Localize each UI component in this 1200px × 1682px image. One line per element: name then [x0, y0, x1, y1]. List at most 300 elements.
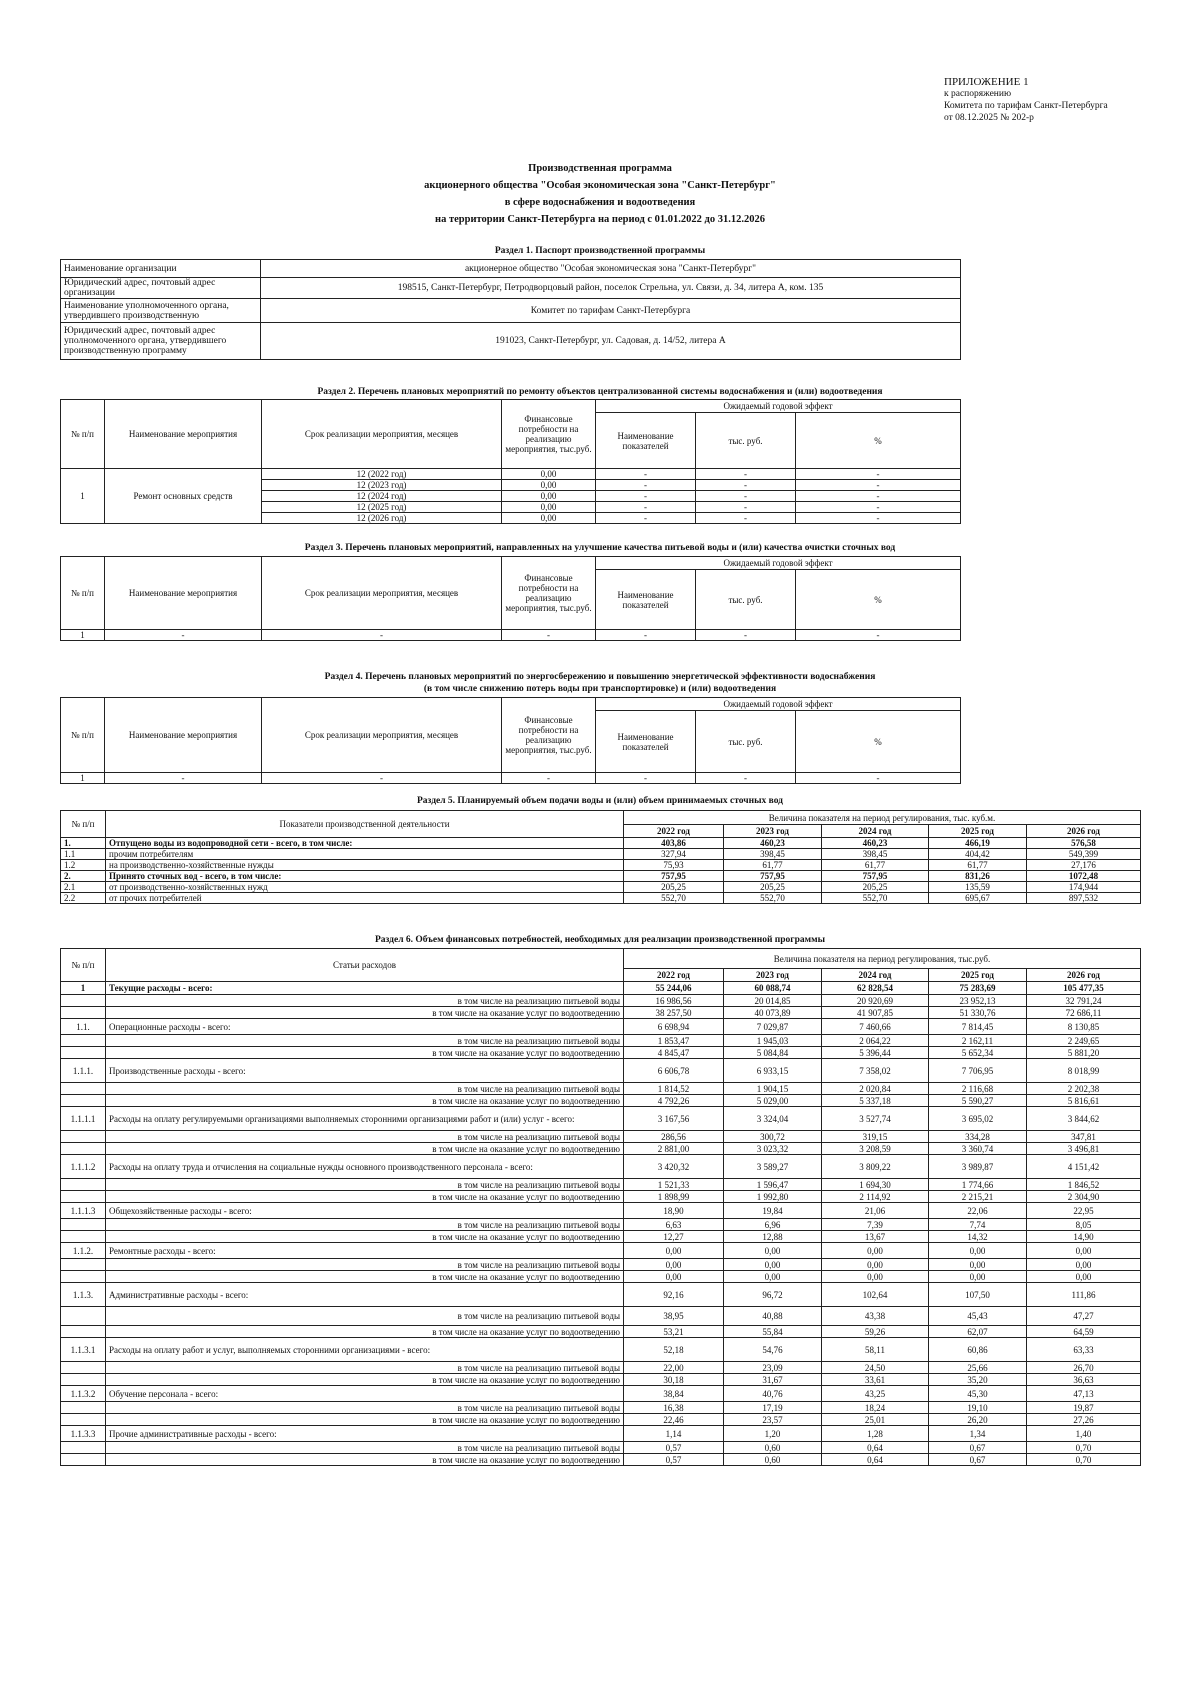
table-cell — [61, 1231, 106, 1243]
section1-title: Раздел 1. Паспорт производственной программы — [494, 246, 706, 256]
table-cell: 1.1. — [61, 1019, 106, 1035]
table-cell: 1.2 — [61, 860, 106, 871]
table-cell: - — [696, 491, 796, 502]
table-cell: Обучение персонала - всего: — [106, 1386, 624, 1402]
table-cell: 55,84 — [724, 1326, 822, 1338]
table-cell: 334,28 — [929, 1131, 1027, 1143]
document-title — [60, 160, 1140, 228]
section4-title: Раздел 4. Перечень плановых мероприятий по энергосбережению и повышению энергетической эффективности водоснабжения — [324, 672, 876, 682]
table-cell: в том числе на реализацию питьевой воды — [106, 1362, 624, 1374]
table-cell: 198515, Санкт-Петербург, Петродворцовый район, поселок Стрельна, ул. Связи, д. 34, литера А, ком. 135 — [261, 278, 961, 299]
table-cell: 6,63 — [624, 1219, 724, 1231]
table-cell: 27,26 — [1027, 1414, 1141, 1426]
table-cell: Расходы на оплату работ и услуг, выполняемых сторонними организациями - всего: — [106, 1338, 624, 1362]
table-cell: 0,00 — [822, 1243, 929, 1259]
table-cell: 30,18 — [624, 1374, 724, 1386]
table-cell: на производственно-хозяйственные нужды — [106, 860, 624, 871]
table-cell: 19,10 — [929, 1402, 1027, 1414]
table-row — [61, 323, 961, 360]
table-cell: 404,42 — [929, 849, 1027, 860]
table-cell: 75 283,69 — [929, 982, 1027, 995]
section4-table — [60, 697, 961, 784]
table-cell: 757,95 — [822, 871, 929, 882]
table-cell: в том числе на реализацию питьевой воды — [106, 1259, 624, 1271]
table-row — [61, 1386, 1141, 1402]
table-cell — [61, 1219, 106, 1231]
table-cell: 1,40 — [1027, 1426, 1141, 1442]
table-cell: - — [596, 491, 696, 502]
table-cell: 12 (2025 год) — [262, 502, 502, 513]
table-row — [61, 1259, 1141, 1271]
table-cell: 40,76 — [724, 1386, 822, 1402]
col-effect: Ожидаемый годовой эффект — [596, 698, 961, 711]
year-header: 2022 год — [624, 969, 724, 982]
table-row — [61, 1402, 1141, 1414]
col-expense: Статьи расходов — [106, 949, 624, 982]
table-cell: 45,30 — [929, 1386, 1027, 1402]
table-cell: 22,95 — [1027, 1203, 1141, 1219]
table-cell: 1 521,33 — [624, 1179, 724, 1191]
table-row — [61, 1143, 1141, 1155]
table-cell: 23 952,13 — [929, 995, 1027, 1007]
table-cell: 1.1.2. — [61, 1243, 106, 1259]
table-cell: от прочих потребителей — [106, 893, 624, 904]
table-cell: в том числе на оказание услуг по водоотведению — [106, 1191, 624, 1203]
table-cell: 2.2 — [61, 893, 106, 904]
table-cell — [61, 1326, 106, 1338]
table-row — [61, 860, 1141, 871]
table-cell: в том числе на оказание услуг по водоотведению — [106, 1326, 624, 1338]
table-cell: 22,00 — [624, 1362, 724, 1374]
col-rub: тыс. руб. — [696, 570, 796, 630]
col-term: Срок реализации мероприятия, месяцев — [262, 557, 502, 630]
table-cell: 12 (2023 год) — [262, 480, 502, 491]
table-row — [61, 838, 1141, 849]
table-cell: 0,64 — [822, 1442, 929, 1454]
table-row — [61, 469, 961, 480]
table-cell: 27,176 — [1027, 860, 1141, 871]
section1-table — [60, 259, 961, 360]
table-cell: 7,74 — [929, 1219, 1027, 1231]
table-cell: 105 477,35 — [1027, 982, 1141, 995]
table-cell: Расходы на оплату регулируемыми организациями выполняемых сторонними организациями работ и (или) услуг - всего: — [106, 1107, 624, 1131]
table-row — [61, 1362, 1141, 1374]
table-cell: 26,20 — [929, 1414, 1027, 1426]
table-cell: 347,81 — [1027, 1131, 1141, 1143]
table-cell: в том числе на оказание услуг по водоотведению — [106, 1143, 624, 1155]
table-cell: 0,00 — [724, 1243, 822, 1259]
col-ind: Наименование показателей — [596, 570, 696, 630]
title-line: Производственная программа — [528, 163, 672, 174]
section4-subtitle: (в том числе снижению потерь воды при транспортировке) и (или) водоотведения — [423, 684, 777, 694]
table-cell: 1,20 — [724, 1426, 822, 1442]
year-header: 2026 год — [1027, 825, 1141, 838]
table-cell: 55 244,06 — [624, 982, 724, 995]
section5-table — [60, 810, 1141, 904]
table-cell: 0,00 — [724, 1271, 822, 1283]
table-cell: 3 809,22 — [822, 1155, 929, 1179]
table-row — [61, 1059, 1141, 1083]
year-header: 2026 год — [1027, 969, 1141, 982]
table-cell: в том числе на реализацию питьевой воды — [106, 1219, 624, 1231]
table-cell: 23,09 — [724, 1362, 822, 1374]
table-cell: 33,61 — [822, 1374, 929, 1386]
table-cell: Текущие расходы - всего: — [106, 982, 624, 995]
table-cell: 403,86 — [624, 838, 724, 849]
table-row — [61, 995, 1141, 1007]
table-cell: 0,00 — [502, 502, 596, 513]
table-cell: 5 881,20 — [1027, 1047, 1141, 1059]
table-cell: 5 652,34 — [929, 1047, 1027, 1059]
table-cell: 5 029,00 — [724, 1095, 822, 1107]
table-cell: 3 844,62 — [1027, 1107, 1141, 1131]
table-cell: 19,84 — [724, 1203, 822, 1219]
table-cell: 25,66 — [929, 1362, 1027, 1374]
table-cell: в том числе на реализацию питьевой воды — [106, 1179, 624, 1191]
table-cell: 2.1 — [61, 882, 106, 893]
table-cell: - — [596, 502, 696, 513]
table-cell: 59,26 — [822, 1326, 929, 1338]
table-cell: в том числе на реализацию питьевой воды — [106, 1442, 624, 1454]
table-cell: 0,00 — [724, 1259, 822, 1271]
table-cell: 0,00 — [502, 469, 596, 480]
table-cell: в том числе на реализацию питьевой воды — [106, 995, 624, 1007]
section3-title: Раздел 3. Перечень плановых мероприятий, направленных на улучшение качества питьевой воды и (или) качества очистки сточных вод — [304, 543, 896, 553]
table-cell: 1 904,15 — [724, 1083, 822, 1095]
table-cell — [61, 1083, 106, 1095]
table-cell: 1.1.1.2 — [61, 1155, 106, 1179]
table-cell: 0,00 — [822, 1271, 929, 1283]
table-cell: 40 073,89 — [724, 1007, 822, 1019]
table-cell: 0,67 — [929, 1442, 1027, 1454]
table-cell: 7 460,66 — [822, 1019, 929, 1035]
table-cell: 12 (2024 год) — [262, 491, 502, 502]
table-cell: 60,86 — [929, 1338, 1027, 1362]
table-row — [61, 1338, 1141, 1362]
table-cell: - — [796, 480, 961, 491]
col-fin: Финансовые потребности на реализацию мероприятия, тыс.руб. — [502, 557, 596, 630]
table-cell: 20 920,69 — [822, 995, 929, 1007]
table-cell: - — [596, 480, 696, 491]
table-cell — [61, 1414, 106, 1426]
table-cell: 12,88 — [724, 1231, 822, 1243]
table-cell: 38,95 — [624, 1307, 724, 1326]
table-cell: 47,27 — [1027, 1307, 1141, 1326]
table-cell: 35,20 — [929, 1374, 1027, 1386]
year-header: 2022 год — [624, 825, 724, 838]
table-cell: 16 986,56 — [624, 995, 724, 1007]
table-cell: 174,944 — [1027, 882, 1141, 893]
table-cell: 327,94 — [624, 849, 724, 860]
table-cell: 1 853,47 — [624, 1035, 724, 1047]
table-cell: Операционные расходы - всего: — [106, 1019, 624, 1035]
table-row — [61, 1442, 1141, 1454]
table-cell: - — [796, 469, 961, 480]
section5-title: Раздел 5. Планируемый объем подачи воды и (или) объем принимаемых сточных вод — [417, 796, 783, 806]
table-cell: в том числе на реализацию питьевой воды — [106, 1402, 624, 1414]
table-cell: 3 208,59 — [822, 1143, 929, 1155]
table-cell: в том числе на оказание услуг по водоотведению — [106, 1095, 624, 1107]
col-rub: тыс. руб. — [696, 711, 796, 773]
col-fin: Финансовые потребности на реализацию мероприятия, тыс.руб. — [502, 698, 596, 773]
table-cell: 1.1 — [61, 849, 106, 860]
table-cell: 191023, Санкт-Петербург, ул. Садовая, д. 14/52, литера А — [261, 323, 961, 360]
table-cell: 7 814,45 — [929, 1019, 1027, 1035]
table-cell: 0,00 — [822, 1259, 929, 1271]
table-cell: в том числе на оказание услуг по водоотведению — [106, 1271, 624, 1283]
table-cell — [61, 1179, 106, 1191]
table-cell: 64,59 — [1027, 1326, 1141, 1338]
table-cell: 96,72 — [724, 1283, 822, 1307]
table-cell: 36,63 — [1027, 1374, 1141, 1386]
col-ind: Наименование показателей — [596, 413, 696, 469]
col-ind: Наименование показателей — [596, 711, 696, 773]
table-cell: 205,25 — [822, 882, 929, 893]
table-cell — [61, 1035, 106, 1047]
table-cell: 1.1.3.1 — [61, 1338, 106, 1362]
table-cell: 19,87 — [1027, 1402, 1141, 1414]
table-cell: 2 215,21 — [929, 1191, 1027, 1203]
table-cell: 0,00 — [929, 1271, 1027, 1283]
table-cell: 32 791,24 — [1027, 995, 1141, 1007]
col-effect: Ожидаемый годовой эффект — [596, 400, 961, 413]
table-cell: в том числе на оказание услуг по водоотведению — [106, 1454, 624, 1466]
table-cell: 5 590,27 — [929, 1095, 1027, 1107]
table-cell: Комитет по тарифам Санкт-Петербурга — [261, 299, 961, 323]
col-num: № п/п — [61, 400, 105, 469]
table-cell: 0,70 — [1027, 1442, 1141, 1454]
table-cell: 549,399 — [1027, 849, 1141, 860]
table-cell: 2 116,68 — [929, 1083, 1027, 1095]
table-cell: 63,33 — [1027, 1338, 1141, 1362]
table-cell — [61, 1374, 106, 1386]
col-indicator: Показатели производственной деятельности — [106, 811, 624, 838]
table-cell: 2 064,22 — [822, 1035, 929, 1047]
table-cell: - — [696, 480, 796, 491]
table-cell — [61, 1402, 106, 1414]
col-pct: % — [796, 570, 961, 630]
table-cell: - — [796, 491, 961, 502]
table-cell: 2 881,00 — [624, 1143, 724, 1155]
table-cell: 45,43 — [929, 1307, 1027, 1326]
table-cell: 576,58 — [1027, 838, 1141, 849]
table-cell: Ремонт основных средств — [105, 469, 262, 524]
table-row — [61, 1271, 1141, 1283]
table-cell: в том числе на оказание услуг по водоотведению — [106, 1374, 624, 1386]
table-cell: 107,50 — [929, 1283, 1027, 1307]
table-row: 1 - - - - - - — [61, 773, 961, 784]
col-name: Наименование мероприятия — [105, 557, 262, 630]
col-num: № п/п — [61, 949, 106, 982]
table-cell: 6 933,15 — [724, 1059, 822, 1083]
table-cell: 1.1.1.3 — [61, 1203, 106, 1219]
table-cell: - — [696, 513, 796, 524]
table-row — [61, 299, 961, 323]
table-cell: в том числе на реализацию питьевой воды — [106, 1131, 624, 1143]
table-cell: 0,00 — [502, 480, 596, 491]
table-cell: - — [696, 469, 796, 480]
table-cell: 16,38 — [624, 1402, 724, 1414]
table-cell: - — [796, 513, 961, 524]
table-cell: 61,77 — [724, 860, 822, 871]
table-cell: 62 828,54 — [822, 982, 929, 995]
table-cell: 1.1.3. — [61, 1283, 106, 1307]
table-cell: 6 698,94 — [624, 1019, 724, 1035]
table-cell: 18,24 — [822, 1402, 929, 1414]
table-cell: 0,60 — [724, 1454, 822, 1466]
table-cell: 3 420,32 — [624, 1155, 724, 1179]
table-row — [61, 982, 1141, 995]
table-cell: 3 167,56 — [624, 1107, 724, 1131]
table-cell: 8 130,85 — [1027, 1019, 1141, 1035]
table-cell: Юридический адрес, почтовый адрес организации — [61, 278, 261, 299]
table-cell — [61, 1095, 106, 1107]
table-cell — [61, 1131, 106, 1143]
col-fin: Финансовые потребности на реализацию мероприятия, тыс.руб. — [502, 400, 596, 469]
table-cell: 1.1.3.2 — [61, 1386, 106, 1402]
col-num: № п/п — [61, 811, 106, 838]
table-row — [61, 1454, 1141, 1466]
table-cell: 0,00 — [1027, 1259, 1141, 1271]
table-row — [61, 1019, 1141, 1035]
table-row — [61, 1203, 1141, 1219]
title-line: на территории Санкт-Петербурга на период с 01.01.2022 до 31.12.2026 — [435, 214, 765, 225]
section2-title: Раздел 2. Перечень плановых мероприятий по ремонту объектов централизованной системы водоснабжения и (или) водоотведения — [317, 387, 883, 397]
table-cell: 0,00 — [929, 1259, 1027, 1271]
table-cell: в том числе на оказание услуг по водоотведению — [106, 1231, 624, 1243]
table-row — [61, 1426, 1141, 1442]
col-value: Величина показателя на период регулирования, тыс. куб.м. — [624, 811, 1141, 825]
table-cell: 21,06 — [822, 1203, 929, 1219]
table-cell: 757,95 — [624, 871, 724, 882]
table-cell: 3 527,74 — [822, 1107, 929, 1131]
table-cell: в том числе на оказание услуг по водоотведению — [106, 1047, 624, 1059]
table-cell: 14,90 — [1027, 1231, 1141, 1243]
table-cell: 552,70 — [724, 893, 822, 904]
col-name: Наименование мероприятия — [105, 698, 262, 773]
table-row — [61, 1035, 1141, 1047]
table-cell: 14,32 — [929, 1231, 1027, 1243]
table-cell: в том числе на оказание услуг по водоотведению — [106, 1414, 624, 1426]
table-cell — [61, 1307, 106, 1326]
table-cell: 2 249,65 — [1027, 1035, 1141, 1047]
table-row — [61, 882, 1141, 893]
table-cell: Отпущено воды из водопроводной сети - всего, в том числе: — [106, 838, 624, 849]
table-cell: 23,57 — [724, 1414, 822, 1426]
table-cell: Ремонтные расходы - всего: — [106, 1243, 624, 1259]
table-cell — [61, 995, 106, 1007]
table-row — [61, 1414, 1141, 1426]
table-cell: 1.1.1. — [61, 1059, 106, 1083]
table-row — [61, 1047, 1141, 1059]
table-cell: Расходы на оплату труда и отчисления на социальные нужды основного производственного персонала - всего: — [106, 1155, 624, 1179]
table-cell: 1 694,30 — [822, 1179, 929, 1191]
table-cell: Производственные расходы - всего: — [106, 1059, 624, 1083]
table-cell: 61,77 — [929, 860, 1027, 871]
appendix-line: Комитета по тарифам Санкт-Петербурга — [944, 101, 1108, 111]
table-cell: 0,00 — [624, 1271, 724, 1283]
table-row — [61, 1243, 1141, 1259]
table-cell: 5 816,61 — [1027, 1095, 1141, 1107]
table-cell: - — [596, 513, 696, 524]
table-cell: 4 151,42 — [1027, 1155, 1141, 1179]
table-cell: 3 589,27 — [724, 1155, 822, 1179]
table-cell: 2 114,92 — [822, 1191, 929, 1203]
table-cell: 51 330,76 — [929, 1007, 1027, 1019]
col-pct: % — [796, 413, 961, 469]
table-row — [61, 1191, 1141, 1203]
table-cell: 26,70 — [1027, 1362, 1141, 1374]
table-row — [61, 849, 1141, 860]
table-row — [61, 1083, 1141, 1095]
table-cell: 54,76 — [724, 1338, 822, 1362]
table-cell: 0,00 — [624, 1243, 724, 1259]
table-cell — [61, 1007, 106, 1019]
table-cell: 3 023,32 — [724, 1143, 822, 1155]
table-cell: 2 304,90 — [1027, 1191, 1141, 1203]
table-cell: 5 396,44 — [822, 1047, 929, 1059]
table-row — [61, 1155, 1141, 1179]
table-cell: 460,23 — [822, 838, 929, 849]
table-cell: 17,19 — [724, 1402, 822, 1414]
section6-title: Раздел 6. Объем финансовых потребностей, необходимых для реализации производственной программы — [374, 935, 826, 945]
table-cell: 12 (2026 год) — [262, 513, 502, 524]
table-cell: 2. — [61, 871, 106, 882]
table-cell: 0,00 — [1027, 1243, 1141, 1259]
table-cell: 398,45 — [724, 849, 822, 860]
year-header: 2025 год — [929, 825, 1027, 838]
table-cell: в том числе на оказание услуг по водоотведению — [106, 1007, 624, 1019]
table-cell: 38,84 — [624, 1386, 724, 1402]
table-cell: 205,25 — [724, 882, 822, 893]
table-cell: 1 814,52 — [624, 1083, 724, 1095]
table-cell: 1 898,99 — [624, 1191, 724, 1203]
table-cell: 8,05 — [1027, 1219, 1141, 1231]
table-cell: 7 029,87 — [724, 1019, 822, 1035]
table-cell: 3 324,04 — [724, 1107, 822, 1131]
table-cell: 1 596,47 — [724, 1179, 822, 1191]
table-cell: 5 084,84 — [724, 1047, 822, 1059]
table-cell: 3 360,74 — [929, 1143, 1027, 1155]
table-cell: 102,64 — [822, 1283, 929, 1307]
col-pct: % — [796, 711, 961, 773]
table-cell: 1 992,80 — [724, 1191, 822, 1203]
table-cell: 0,64 — [822, 1454, 929, 1466]
table-cell: - — [796, 502, 961, 513]
table-cell — [61, 1191, 106, 1203]
table-cell: в том числе на реализацию питьевой воды — [106, 1083, 624, 1095]
section3-table — [60, 556, 961, 641]
table-cell: 466,19 — [929, 838, 1027, 849]
table-cell: 1.1.3.3 — [61, 1426, 106, 1442]
table-cell: 0,67 — [929, 1454, 1027, 1466]
table-cell: 2 202,38 — [1027, 1083, 1141, 1095]
table-cell: акционерное общество "Особая экономическая зона "Санкт-Петербург" — [261, 260, 961, 278]
table-cell: 6,96 — [724, 1219, 822, 1231]
table-cell: 0,00 — [502, 491, 596, 502]
table-cell: 1 — [61, 982, 106, 995]
table-cell: 1072,48 — [1027, 871, 1141, 882]
table-cell: 18,90 — [624, 1203, 724, 1219]
table-cell — [61, 1047, 106, 1059]
table-cell: 286,56 — [624, 1131, 724, 1143]
table-cell: прочим потребителям — [106, 849, 624, 860]
appendix-line: от 08.12.2025 № 202-р — [944, 113, 1034, 123]
section6-table — [60, 948, 1141, 1466]
table-cell: 22,46 — [624, 1414, 724, 1426]
table-cell: 38 257,50 — [624, 1007, 724, 1019]
table-cell: 897,532 — [1027, 893, 1141, 904]
